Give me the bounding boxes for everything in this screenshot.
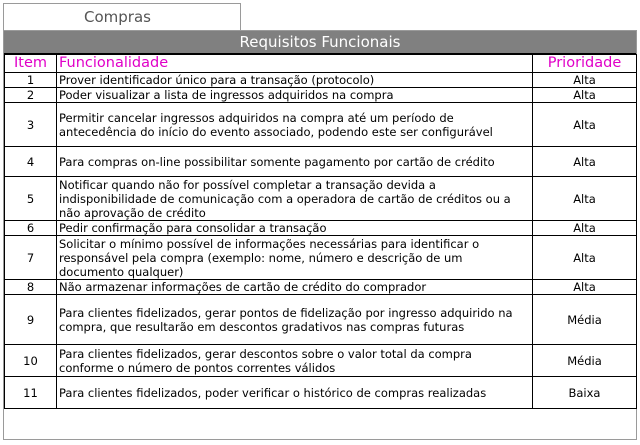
row-functionality: Notificar quando não for possível completar a transação devida a indisponibilidade de comunicação com a operadora de cartão de créditos ou a não aprovação de crédito [57, 177, 533, 221]
row-functionality: Para clientes fidelizados, gerar pontos de fidelização por ingresso adquirido na compra, que resultarão em descontos gradativos nas compras futuras [57, 295, 533, 345]
row-priority: Baixa [533, 377, 637, 409]
table-row [5, 377, 637, 409]
table-row [5, 147, 637, 177]
row-priority: Alta [533, 177, 637, 221]
row-priority: Alta [533, 221, 637, 236]
row-item: 6 [5, 221, 57, 236]
table-row [5, 295, 637, 345]
requirements-sheet [3, 30, 637, 440]
table-row [5, 103, 637, 147]
table-row [5, 345, 637, 377]
row-priority: Alta [533, 147, 637, 177]
row-item: 10 [5, 345, 57, 377]
row-priority: Alta [533, 103, 637, 147]
header-priority: Prioridade [533, 55, 637, 73]
table-row [5, 236, 637, 280]
row-functionality: Para clientes fidelizados, poder verificar o histórico de compras realizadas [57, 377, 533, 409]
row-item: 9 [5, 295, 57, 345]
row-priority: Alta [533, 280, 637, 295]
row-item: 1 [5, 73, 57, 88]
row-priority: Alta [533, 73, 637, 88]
row-functionality: Prover identificador único para a transação (protocolo) [57, 73, 533, 88]
row-functionality: Pedir confirmação para consolidar a transação [57, 221, 533, 236]
row-item: 2 [5, 88, 57, 103]
row-priority: Média [533, 345, 637, 377]
row-priority: Média [533, 295, 637, 345]
tab-compras[interactable]: Compras [3, 3, 241, 30]
row-priority: Alta [533, 88, 637, 103]
row-functionality: Para clientes fidelizados, gerar descontos sobre o valor total da compra conforme o número de pontos correntes válidos [57, 345, 533, 377]
row-item: 4 [5, 147, 57, 177]
table-row [5, 221, 637, 236]
table-row [5, 280, 637, 295]
row-item: 5 [5, 177, 57, 221]
row-item: 11 [5, 377, 57, 409]
row-functionality: Permitir cancelar ingressos adquiridos na compra até um período de antecedência do início do evento associado, podendo este ser configurável [57, 103, 533, 147]
table-row [5, 73, 637, 88]
row-item: 8 [5, 280, 57, 295]
row-functionality: Não armazenar informações de cartão de crédito do comprador [57, 280, 533, 295]
table-row [5, 88, 637, 103]
row-item: 7 [5, 236, 57, 280]
header-functionality: Funcionalidade [57, 55, 533, 73]
header-item: Item [5, 55, 57, 73]
requirements-table [4, 54, 637, 409]
row-functionality: Solicitar o mínimo possível de informações necessárias para identificar o responsável pela compra (exemplo: nome, número e descrição de um documento qualquer) [57, 236, 533, 280]
header-row [5, 55, 637, 73]
table-row [5, 177, 637, 221]
row-item: 3 [5, 103, 57, 147]
section-banner: Requisitos Funcionais [4, 31, 636, 54]
row-priority: Alta [533, 236, 637, 280]
row-functionality: Poder visualizar a lista de ingressos adquiridos na compra [57, 88, 533, 103]
row-functionality: Para compras on-line possibilitar somente pagamento por cartão de crédito [57, 147, 533, 177]
